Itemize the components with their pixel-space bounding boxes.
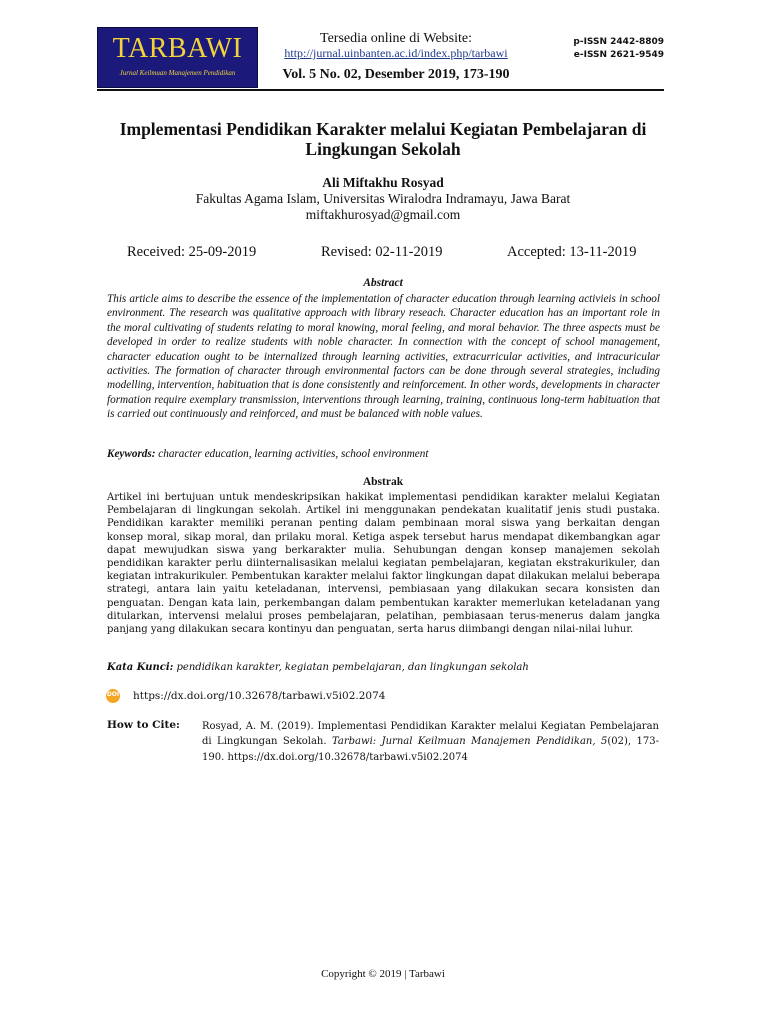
e-issn: e-ISSN 2621-9549	[573, 50, 664, 60]
header-divider	[97, 89, 664, 91]
citation-part2: (02), 173-190. https://dx.doi.org/10.32678/tarbawi.v5i02.2074	[202, 736, 659, 763]
author-affiliation: Fakultas Agama Islam, Universitas Wiralodra Indramayu, Jawa Barat	[195, 191, 571, 206]
abstract-text: This article aims to describe the essence of the implementation of character education through learning activieis in school environment. The research was qualitative approach with library reseach. Character education has an important role in the moral cultivating of students relating to moral knowing, moral feeling, and moral behavior. The three aspects must be developed in order to realize students with noble character. In connection with the concept of school management, character education ought to be internalized through learning activities, extracurricular activities, and intracuricular activities. The formation of character through environmental factors can be done through several strategies, including modelling, intervention, habituation that is done consistently and reinforcement. In other words, developments in character formation require exemplary transmission, interventions through learning, training, continuous long-term habituation that is carried out continuously and reinforced, and must be balanced with noble values.	[107, 293, 660, 421]
author-email: miftakhurosyad@gmail.com	[305, 207, 461, 222]
article-title: Implementasi Pendidikan Karakter melalui Kegiatan Pembelajaran di Lingkungan Sekolah	[119, 119, 647, 159]
doi-icon	[106, 689, 120, 703]
journal-logo	[97, 27, 258, 88]
keywords-value: character education, learning activities, school environment	[158, 448, 429, 460]
accepted-date: Accepted: 13-11-2019	[507, 244, 637, 260]
author-name: Ali Miftakhu Rosyad	[322, 175, 444, 190]
logo-title: TARBAWI	[112, 33, 243, 64]
volume-info: Vol. 5 No. 02, Desember 2019, 173-190	[282, 67, 510, 82]
kata-kunci-value: pendidikan karakter, kegiatan pembelajaran, dan lingkungan sekolah	[176, 662, 529, 673]
kata-kunci	[107, 662, 660, 673]
availability-label: Tersedia online di Website:	[320, 31, 472, 46]
cite-label: How to Cite:	[107, 719, 180, 731]
p-issn: p-ISSN 2442-8809	[573, 37, 664, 47]
revised-date: Revised: 02-11-2019	[321, 244, 443, 260]
citation-part1: Rosyad, A. M. (2019). Implementasi Pendidikan Karakter melalui Kegiatan Pembelajaran di Lingkungan Sekolah.	[202, 721, 659, 748]
citation-journal: Tarbawi: Jurnal Keilmuan Manajemen Pendidikan, 5	[332, 736, 608, 748]
received-date: Received: 25-09-2019	[127, 244, 257, 260]
doi-link[interactable]: https://dx.doi.org/10.32678/tarbawi.v5i02.2074	[133, 690, 386, 702]
kata-kunci-label: Kata Kunci:	[107, 662, 174, 673]
journal-url-link[interactable]: http://jurnal.uinbanten.ac.id/index.php/tarbawi	[284, 46, 508, 60]
abstrak-heading: Abstrak	[362, 476, 404, 488]
doi-icon-text: DOI	[106, 691, 120, 698]
logo-subtitle: Jurnal Keilmuan Manajemen Pendidikan	[119, 69, 236, 77]
keywords-label: Keywords:	[107, 448, 156, 460]
keywords	[107, 448, 660, 460]
abstrak-text: Artikel ini bertujuan untuk mendeskripsikan hakikat implementasi pendidikan karakter melalui Kegiatan Pembelajaran di lingkungan sekolah. Artikel ini menggunakan pendekatan kualitatif jenis studi pustaka. Pendidikan karakter memiliki peranan penting dalam pembinaan moral siswa yang berkaitan dengan konsep moral, sikap moral, dan prilaku moral. Ketiga aspek tersebut harus mendapat dikembangkan agar dapat mewujudkan siswa yang berkarakter mulia. Sehubungan dengan konsep manajemen sekolah pendidikan karakter perlu diinternalisasikan melalui kegiatan pembelajaran, kegiatan ekstrakurikuler, dan kegiatan intrakurikuler. Pembentukan karakter melalui faktor lingkungan dapat dilakukan melalui beberapa strategi, antara lain yaitu keteladanan, intervensi, pembiasaan yang dilakukan secara konsisten dan penguatan. Dengan kata lain, perkembangan dalam pembentukan karakter memerlukan keteladanan yang ditularkan, intervensi melalui proses pembelajaran, pelatihan, pembiasaan terus-menerus dalam jangka panjang yang dilakukan secara kontinyu dan penguatan, serta harus diimbangi dengan nilai-nilai luhur.	[107, 492, 660, 636]
citation	[202, 719, 659, 765]
abstract-heading: Abstract	[363, 277, 403, 289]
copyright-footer: Copyright © 2019 | Tarbawi	[321, 968, 445, 980]
